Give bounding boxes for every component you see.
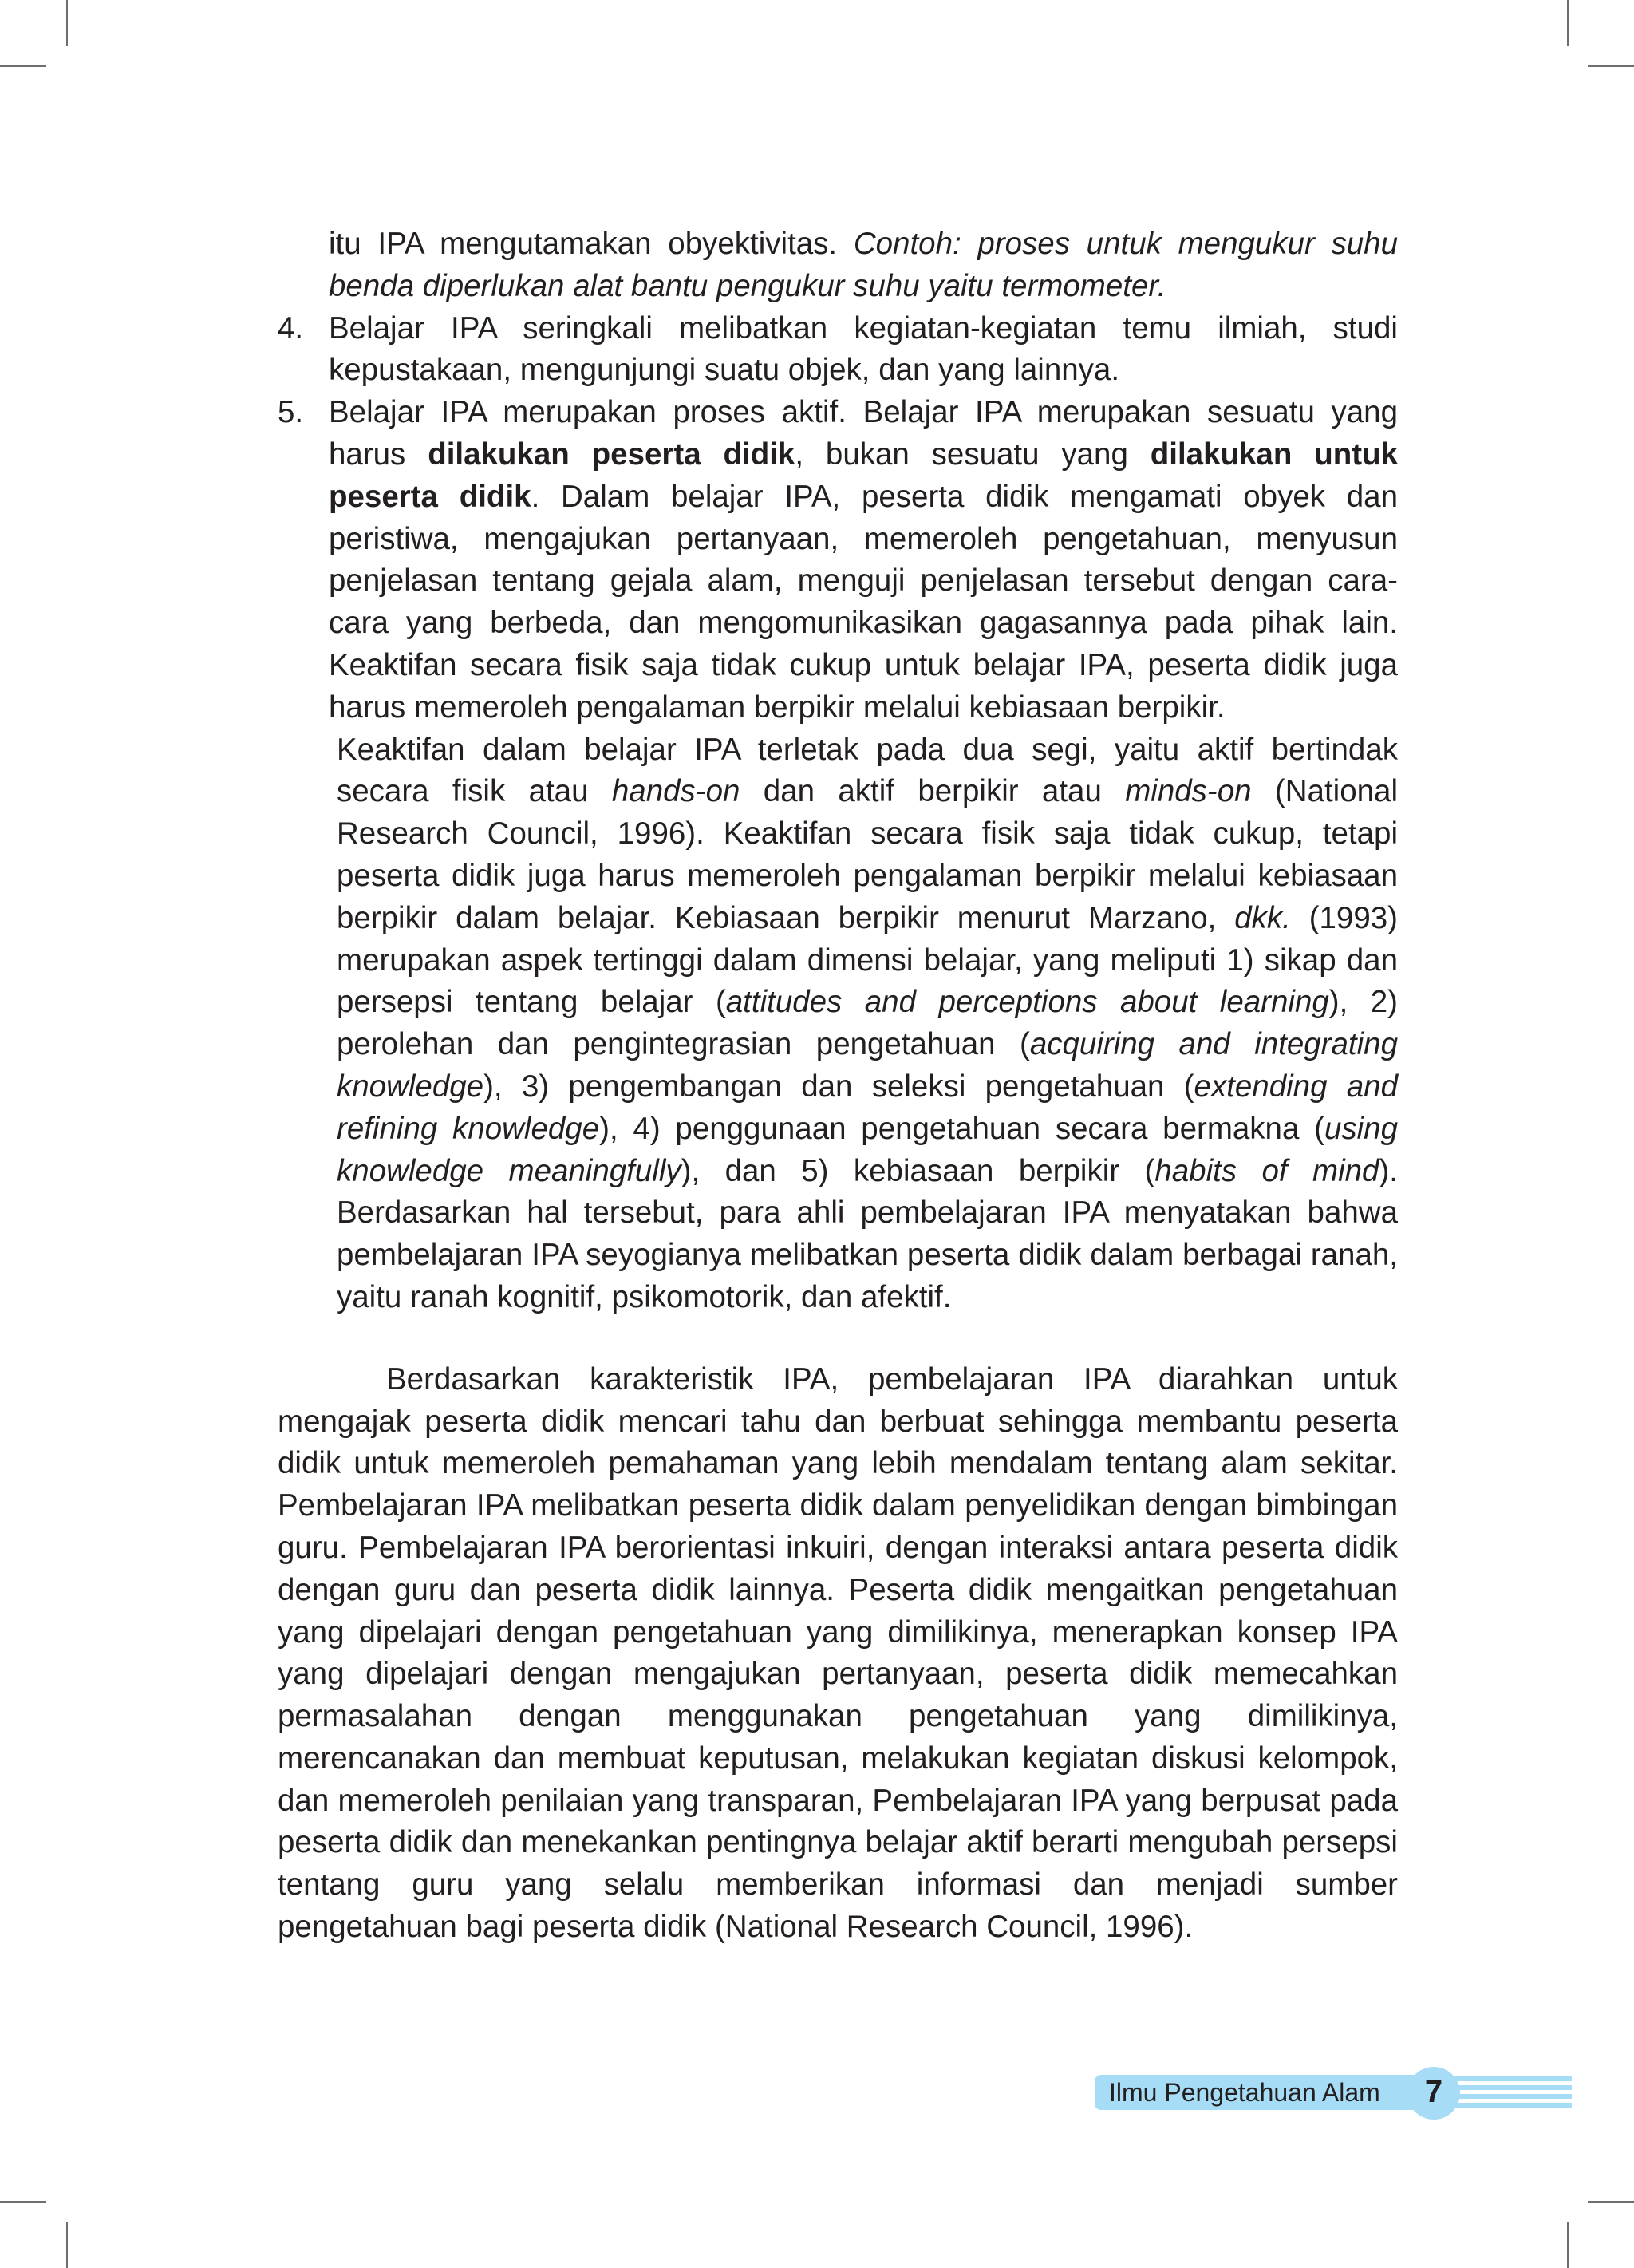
italic-text: minds-on (1125, 774, 1252, 809)
list-subparagraph (278, 729, 1398, 1319)
italic-text: extending and refining knowledge (337, 1069, 1398, 1146)
list-item-continuation (278, 223, 1398, 308)
crop-mark (1588, 65, 1634, 67)
list-item-text: Belajar IPA seringkali melibatkan kegiatan-kegiatan temu ilmiah, studi kepustakaan, mengunjungi suatu objek, dan yang lainnya. (329, 310, 1398, 388)
body-paragraph: Berdasarkan karakteristik IPA, pembelajaran IPA diarahkan untuk mengajak peserta didik mencari tahu dan berbuat sehingga membantu peserta didik untuk memeroleh pemahaman yang lebih mendalam tentang alam sekitar. Pembelajaran IPA melibatkan peserta didik dalam penyelidikan dengan bimbingan guru. Pembelajaran IPA berorientasi inkuiri, dengan interaksi antara peserta didik dengan guru dan peserta didik lainnya. Peserta didik mengaitkan pengetahuan yang dipelajari dengan pengetahuan yang dimilikinya, menerapkan konsep IPA yang dipelajari dengan mengajukan pertanyaan, peserta didik memecahkan permasalahan dengan menggunakan pengetahuan yang dimilikinya, merencanakan dan membuat keputusan, melakukan kegiatan diskusi kelompok, dan memeroleh penilaian yang transparan, Pembelajaran IPA yang berpusat pada peserta didik dan menekankan pentingnya belajar aktif berarti mengubah persepsi tentang guru yang selalu memberikan informasi dan menjadi sumber pengetahuan bagi peserta didik (National Research Council, 1996). (278, 1361, 1398, 1945)
text-run: ). Berdasarkan hal tersebut, para ahli pembelajaran IPA menyatakan bahwa pembelajaran IPA seyogianya melibatkan peserta didik dalam berbagai ranah, yaitu ranah kognitif, psikomotorik, dan afektif. (337, 1153, 1398, 1314)
text-run: ), 3) pengembangan dan seleksi pengetahuan ( (483, 1069, 1194, 1104)
list-item-5 (278, 392, 1398, 729)
book-title: Ilmu Pengetahuan Alam (1109, 2078, 1380, 2107)
list-item-4 (278, 308, 1398, 393)
crop-mark (66, 2222, 68, 2268)
italic-text: dkk. (1234, 900, 1291, 935)
text-run: dan aktif berpikir atau (740, 774, 1126, 809)
bold-text: dilakukan peserta didik (428, 437, 795, 472)
page-body (278, 223, 1398, 1949)
page-footer (1095, 2067, 1572, 2120)
crop-mark (0, 2201, 46, 2203)
italic-text: using knowledge meaningfully (337, 1111, 1399, 1188)
italic-text: hands-on (611, 774, 740, 809)
text-run: Belajar IPA merupakan proses aktif. Belajar IPA merupakan sesuatu yang harus (329, 395, 1398, 472)
page-number: 7 (1424, 2074, 1443, 2109)
example-text: Contoh: proses untuk mengukur suhu benda diperlukan alat bantu pengukur suhu yaitu termometer. (329, 227, 1398, 303)
crop-mark (0, 65, 46, 67)
text-run: (National Research Council, 1996). Keaktifan secara fisik saja tidak cukup, tetapi peserta didik juga harus memeroleh pengalaman berpikir melalui kebiasaan berpikir dalam belajar. Kebiasaan berpikir menurut Marzano, (337, 774, 1398, 935)
bold-text: dilakukan untuk peserta didik (329, 437, 1398, 514)
text-run: ), 2) perolehan dan pengintegrasian pengetahuan ( (337, 985, 1398, 1062)
crop-mark (66, 0, 68, 46)
list-number: 5. (278, 395, 304, 430)
italic-text: habits of mind (1154, 1153, 1379, 1188)
crop-mark (1588, 2201, 1634, 2203)
crop-mark (1567, 2222, 1569, 2268)
text-run: itu IPA mengutamakan obyektivitas. (329, 227, 854, 261)
italic-text: attitudes and perceptions about learning (725, 985, 1329, 1020)
text-run: ), dan 5) kebiasaan berpikir ( (681, 1153, 1155, 1188)
crop-mark (1567, 0, 1569, 46)
footer-stripes (1443, 2076, 1572, 2108)
text-run: Keaktifan dalam belajar IPA terletak pada dua segi, yaitu aktif bertindak secara fisik atau (337, 732, 1398, 809)
text-run: (1993) merupakan aspek tertinggi dalam dimensi belajar, yang meliputi 1) sikap dan persepsi tentang belajar ( (337, 900, 1398, 1020)
list-number: 4. (278, 310, 304, 346)
italic-text: acquiring and integrating knowledge (337, 1027, 1398, 1104)
text-run: , bukan sesuatu yang (795, 437, 1151, 472)
text-run: . Dalam belajar IPA, peserta didik mengamati obyek dan peristiwa, mengajukan pertanyaan, memeroleh pengetahuan, menyusun penjelasan tentang gejala alam, menguji penjelasan tersebut dengan cara-cara yang berbeda, dan mengomunikasikan gagasannya pada pihak lain. Keaktifan secara fisik saja tidak cukup untuk belajar IPA, peserta didik juga harus memeroleh pengalaman berpikir melalui kebiasaan berpikir. (329, 479, 1398, 725)
text-run: ), 4) penggunaan pengetahuan secara bermakna ( (599, 1111, 1324, 1146)
